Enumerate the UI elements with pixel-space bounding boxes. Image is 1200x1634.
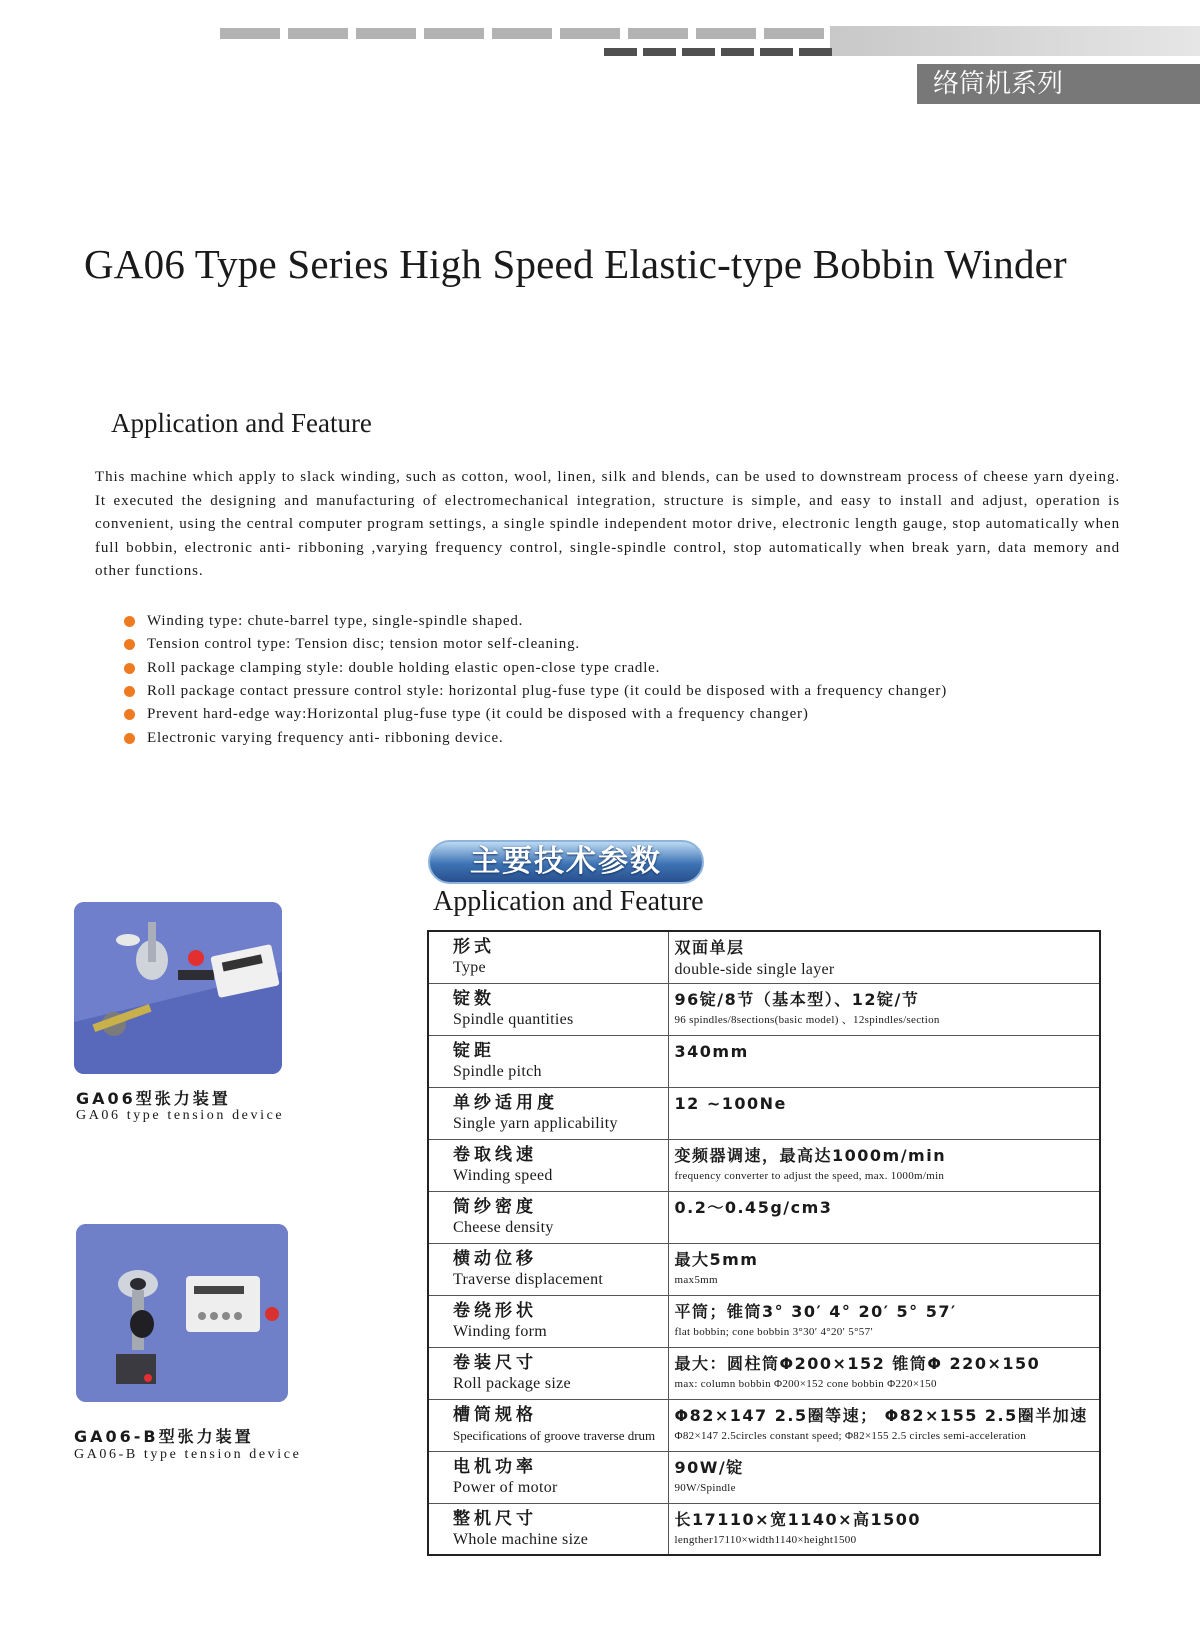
spec-label-en: Spindle quantities bbox=[453, 1010, 574, 1028]
spec-label-en: Specifications of groove traverse drum bbox=[453, 1427, 656, 1443]
spec-value-cn: 90W/锭 bbox=[674, 1457, 744, 1477]
spec-value-cn: 12 ~100Ne bbox=[674, 1093, 787, 1113]
spec-label-cell bbox=[428, 1035, 668, 1087]
spec-label-cn: 形式 bbox=[453, 937, 495, 957]
spec-label-cn: 卷装尺寸 bbox=[453, 1352, 537, 1373]
spec-label-en: Power of motor bbox=[453, 1478, 558, 1496]
spec-value-cell bbox=[668, 1035, 1100, 1087]
spec-value-cell bbox=[668, 983, 1100, 1035]
list-item bbox=[124, 703, 947, 726]
spec-label-cell bbox=[428, 1295, 668, 1347]
header-bars-top bbox=[220, 28, 824, 39]
spec-value-cn: 双面单层 bbox=[674, 938, 745, 957]
table-row bbox=[428, 1451, 1100, 1503]
spec-label-cn: 槽筒规格 bbox=[453, 1404, 537, 1425]
bullet-icon bbox=[124, 616, 135, 627]
spec-value-cell bbox=[668, 931, 1100, 983]
spec-label-en: Single yarn applicability bbox=[453, 1114, 618, 1132]
spec-value-cn: 变频器调速，最高达1000m/min bbox=[674, 1145, 947, 1165]
spec-value-en: 90W/Spindle bbox=[674, 1481, 736, 1494]
list-item bbox=[124, 633, 947, 656]
spec-value-en: max5mm bbox=[674, 1273, 718, 1286]
intro-paragraph: This machine which apply to slack winding, such as cotton, wool, linen, silk and blends, can be used to downstream process of cheese yarn dyeing. It executed the designing and manufacturing of electromechanical integration, structure is simple, and easy to install and adjust, operation is convenient, using the central computer program settings, a single spindle independent motor drive, electronic length gauge, stop automatically when full bobbin, electronic anti- ribboning ,varying frequency control, single-spindle control, stop automatically when break yarn, data memory and other functions. bbox=[95, 469, 1120, 579]
table-row bbox=[428, 1191, 1100, 1243]
spec-value-en: double-side single layer bbox=[674, 961, 835, 978]
bullet-icon bbox=[124, 709, 135, 720]
bullet-icon bbox=[124, 733, 135, 744]
photo-caption-en: GA06 type tension device bbox=[76, 1108, 285, 1123]
spec-value-en: frequency converter to adjust the speed, max. 1000m/min bbox=[674, 1169, 945, 1182]
list-item bbox=[124, 610, 947, 633]
spec-label-cell bbox=[428, 1451, 668, 1503]
spec-value-en: 96 spindles/8sections(basic model) 、12spindles/section bbox=[674, 1013, 940, 1026]
spec-value-cell bbox=[668, 1399, 1100, 1451]
table-row bbox=[428, 1035, 1100, 1087]
spec-label-cell bbox=[428, 1243, 668, 1295]
bullet-icon bbox=[124, 639, 135, 650]
photo-caption-cn: GA06-B型张力装置 bbox=[74, 1427, 254, 1446]
feature-text: Roll package contact pressure control style: horizontal plug-fuse type (it could be disposed with a frequency changer) bbox=[147, 683, 947, 700]
header-band bbox=[830, 26, 1200, 56]
spec-value-en: flat bobbin; cone bobbin 3°30′ 4°20′ 5°57′ bbox=[674, 1325, 874, 1338]
photo-caption-en: GA06-B type tension device bbox=[74, 1447, 302, 1462]
spec-value-cell bbox=[668, 1139, 1100, 1191]
spec-value-cn: 平筒；锥筒3° 30′ 4° 20′ 5° 57′ bbox=[674, 1301, 957, 1321]
spec-table bbox=[427, 930, 1101, 1556]
spec-value-cn: Φ82×147 2.5圈等速； Φ82×155 2.5圈半加速 bbox=[674, 1405, 1088, 1425]
spec-label-en: Spindle pitch bbox=[453, 1062, 542, 1080]
spec-label-cn: 锭数 bbox=[453, 988, 495, 1009]
application-heading: Application and Feature bbox=[111, 408, 372, 438]
list-item bbox=[124, 657, 947, 680]
table-row bbox=[428, 1295, 1100, 1347]
spec-label-cell bbox=[428, 1139, 668, 1191]
spec-value-cn: 最大5mm bbox=[674, 1249, 759, 1269]
spec-value-cn: 长17110×宽1140×高1500 bbox=[674, 1509, 922, 1529]
table-row bbox=[428, 1087, 1100, 1139]
table-row bbox=[428, 1503, 1100, 1555]
spec-label-cell bbox=[428, 1503, 668, 1555]
tension-device-b-photo bbox=[76, 1224, 288, 1402]
spec-value-en: lengther17110×width1140×height1500 bbox=[674, 1533, 857, 1546]
spec-value-cell bbox=[668, 1243, 1100, 1295]
spec-label-cn: 横动位移 bbox=[453, 1248, 537, 1269]
spec-value-cn: 最大：圆柱筒Φ200×152 锥筒Φ 220×150 bbox=[674, 1353, 1041, 1373]
spec-label-cn: 筒纱密度 bbox=[453, 1196, 537, 1217]
spec-value-cn: 0.2～0.45g/cm3 bbox=[674, 1197, 833, 1217]
feature-text: Roll package clamping style: double holding elastic open-close type cradle. bbox=[147, 659, 661, 676]
spec-value-cell bbox=[668, 1347, 1100, 1399]
spec-value-cell bbox=[668, 1191, 1100, 1243]
feature-list bbox=[124, 610, 947, 750]
page-title: GA06 Type Series High Speed Elastic-type Bobbin Winder bbox=[84, 241, 1067, 287]
spec-label-cn: 整机尺寸 bbox=[453, 1508, 537, 1529]
params-badge: 主要技术参数 bbox=[428, 840, 704, 884]
spec-label-cn: 单纱适用度 bbox=[453, 1092, 558, 1113]
spec-label-cell bbox=[428, 931, 668, 983]
table-row bbox=[428, 931, 1100, 983]
series-tag: 络筒机系列 bbox=[917, 64, 1200, 104]
spec-value-cn: 340mm bbox=[674, 1041, 749, 1061]
tension-device-photo bbox=[74, 902, 282, 1074]
spec-label-cn: 锭距 bbox=[453, 1040, 495, 1061]
spec-label-cn: 卷绕形状 bbox=[453, 1300, 537, 1321]
table-row bbox=[428, 1347, 1100, 1399]
spec-label-cell bbox=[428, 983, 668, 1035]
spec-value-cell bbox=[668, 1503, 1100, 1555]
feature-text: Tension control type: Tension disc; tension motor self-cleaning. bbox=[147, 636, 580, 653]
spec-label-cell bbox=[428, 1191, 668, 1243]
feature-text: Winding type: chute-barrel type, single-spindle shaped. bbox=[147, 613, 524, 630]
spec-value-en: max: column bobbin Φ200×152 cone bobbin Φ220×150 bbox=[674, 1377, 937, 1390]
spec-label-en: Cheese density bbox=[453, 1218, 554, 1236]
spec-value-cell bbox=[668, 1451, 1100, 1503]
feature-text: Electronic varying frequency anti- ribboning device. bbox=[147, 729, 504, 746]
spec-value-cn: 96锭/8节（基本型）、12锭/节 bbox=[674, 989, 920, 1009]
spec-value-cell bbox=[668, 1295, 1100, 1347]
spec-label-en: Roll package size bbox=[453, 1374, 571, 1392]
header-bars-bottom bbox=[604, 48, 832, 56]
spec-label-cn: 卷取线速 bbox=[453, 1144, 537, 1165]
feature-text: Prevent hard-edge way:Horizontal plug-fuse type (it could be disposed with a frequency changer) bbox=[147, 706, 809, 723]
spec-label-cn: 电机功率 bbox=[453, 1456, 537, 1477]
spec-value-cell bbox=[668, 1087, 1100, 1139]
table-row bbox=[428, 983, 1100, 1035]
spec-label-en: Winding form bbox=[453, 1322, 548, 1340]
photo-caption-cn: GA06型张力装置 bbox=[76, 1089, 231, 1108]
table-row bbox=[428, 1399, 1100, 1451]
bullet-icon bbox=[124, 686, 135, 697]
table-row bbox=[428, 1243, 1100, 1295]
spec-label-en: Whole machine size bbox=[453, 1530, 589, 1548]
spec-value-en: Φ82×147 2.5circles constant speed; Φ82×155 2.5 circles semi-acceleration bbox=[674, 1429, 1027, 1442]
spec-label-en: Traverse displacement bbox=[453, 1270, 604, 1288]
spec-label-en: Winding speed bbox=[453, 1166, 553, 1184]
list-item bbox=[124, 726, 947, 749]
spec-label-en: Type bbox=[453, 959, 486, 976]
list-item bbox=[124, 680, 947, 703]
table-row bbox=[428, 1139, 1100, 1191]
spec-label-cell bbox=[428, 1087, 668, 1139]
spec-label-cell bbox=[428, 1347, 668, 1399]
params-heading: Application and Feature bbox=[433, 886, 704, 917]
spec-label-cell bbox=[428, 1399, 668, 1451]
bullet-icon bbox=[124, 663, 135, 674]
